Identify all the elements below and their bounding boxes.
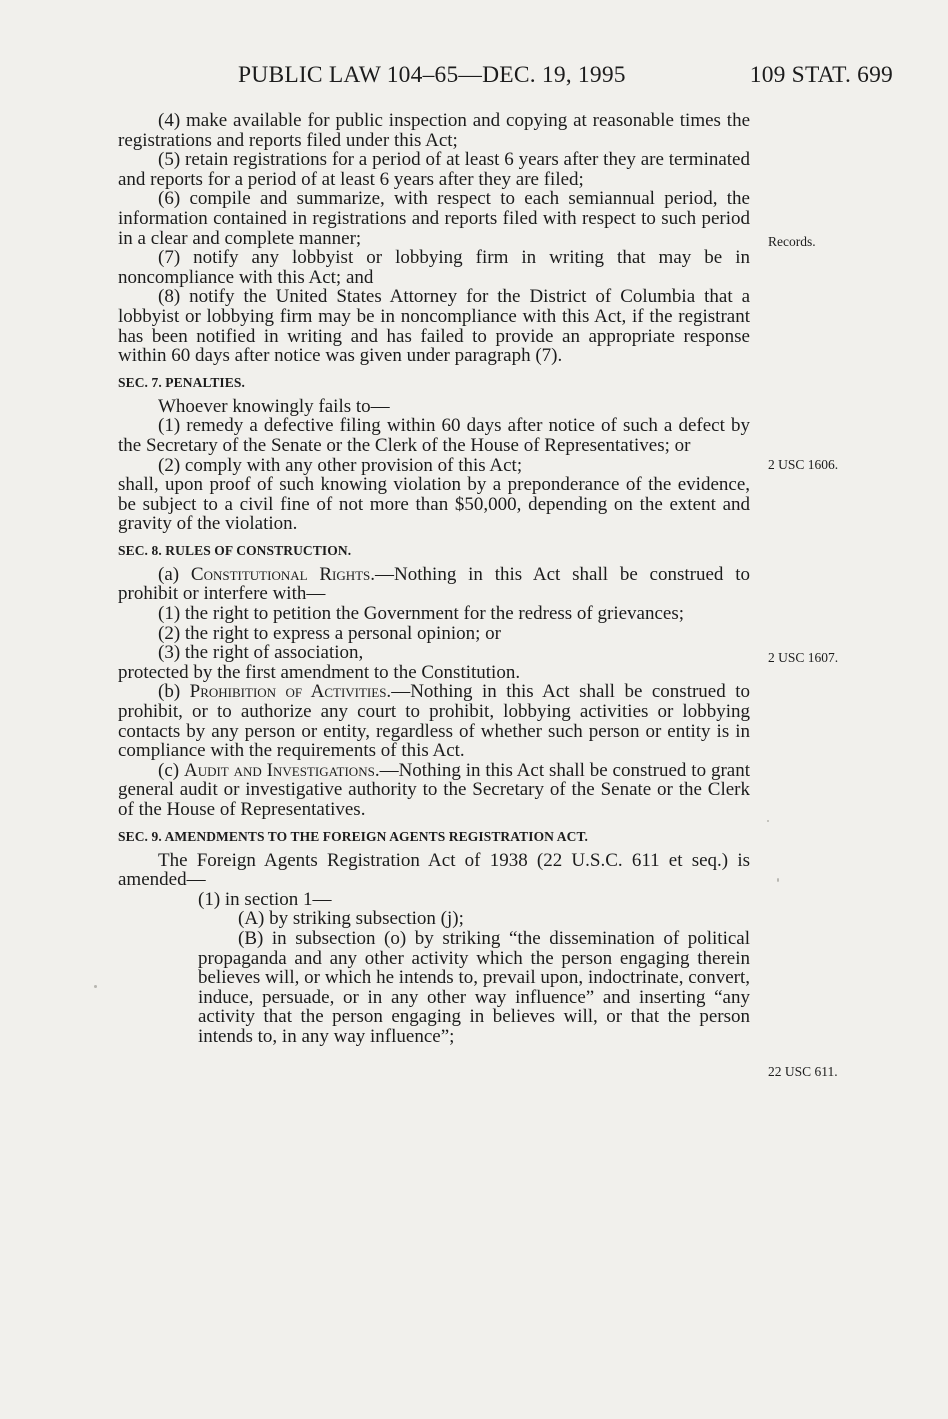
margin-note-records: Records. — [768, 234, 816, 249]
scan-speck — [94, 985, 97, 988]
sec8-a-item-2: (2) the right to express a personal opinion; or — [158, 622, 501, 644]
sec8-a-label: (a) — [158, 563, 191, 585]
margin-note-22usc611: 22 USC 611. — [768, 1064, 838, 1079]
margin-note-2usc1607: 2 USC 1607. — [768, 650, 839, 665]
sec8-a-text: —Nothing in this Act shall be construed to prohibit or interfere with— — [118, 563, 750, 605]
sec8-c-text: —Nothing in this Act shall be construed to grant general audit or investigative authority to the Secretary of the Senate or the Clerk of the House of Representatives. — [118, 759, 750, 820]
sec8-subsection-b — [118, 682, 750, 760]
paragraph-5: (5) retain registrations for a period of at least 6 years after they are terminated and reports for a period of at least 6 years after they are filed; — [118, 149, 750, 190]
header-stat-page: 109 STAT. 699 — [749, 62, 893, 88]
sec8-b-title: Prohibition of Activities. — [189, 681, 392, 703]
paragraph-6: (6) compile and summarize, with respect to each semiannual period, the information contained in registrations and reports filed with respect to such period in a clear and complete manner; — [118, 188, 750, 249]
sec8-a-title: Constitutional Rights. — [190, 563, 376, 585]
paragraph-4: (4) make available for public inspection and copying at reasonable times the registrations and reports filed under this Act; — [118, 110, 750, 151]
sec9-item-A: (A) by striking subsection (j); — [238, 908, 464, 930]
header-law-title: PUBLIC LAW 104–65—DEC. 19, 1995 — [238, 62, 626, 88]
sec8-subsection-c — [118, 761, 750, 820]
sec8-a-closing: protected by the first amendment to the Constitution. — [118, 661, 521, 683]
paragraph-8: (8) notify the United States Attorney for the District of Columbia that a lobbyist or lobbying firm may be in noncompliance with this Act, if the registrant has been notified in writing and has failed to provide an appropriate response within 60 days after notice was given under paragraph (7). — [118, 286, 750, 367]
sec8-c-label: (c) — [158, 759, 184, 781]
sec7-closing: shall, upon proof of such knowing violation by a preponderance of the evidence, be subject to a civil fine of not more than $50,000, depending on the extent and gravity of the violation. — [118, 474, 750, 535]
running-header — [118, 62, 893, 96]
sec7-intro: Whoever knowingly fails to— — [158, 395, 390, 417]
sec7-item-2: (2) comply with any other provision of this Act; — [158, 454, 523, 476]
paragraph-7: (7) notify any lobbyist or lobbying firm in writing that may be in noncompliance with this Act; and — [118, 247, 750, 288]
margin-note-2usc1606: 2 USC 1606. — [768, 457, 839, 472]
sec9-intro: The Foreign Agents Registration Act of 1938 (22 U.S.C. 611 et seq.) is amended— — [118, 849, 750, 891]
body-text — [118, 111, 750, 1047]
scan-speck — [777, 878, 779, 882]
sec8-b-label: (b) — [158, 681, 190, 703]
sec8-subsection-a — [118, 565, 750, 604]
sec8-a-item-1: (1) the right to petition the Government for the redress of grievances; — [158, 603, 685, 625]
sec8-c-title: Audit and Investigations. — [183, 759, 380, 781]
sec8-heading: SEC. 8. RULES OF CONSTRUCTION. — [118, 542, 352, 558]
sec7-heading: SEC. 7. PENALTIES. — [118, 374, 245, 390]
sec8-a-item-3: (3) the right of association, — [158, 642, 364, 664]
sec9-item-1: (1) in section 1— — [198, 888, 332, 910]
scan-speck — [767, 820, 769, 822]
sec9-heading: SEC. 9. AMENDMENTS TO THE FOREIGN AGENTS REGISTRATION ACT. — [118, 828, 589, 844]
sec9-item-B: (B) in subsection (o) by striking “the dissemination of political propaganda and any other activity which the person engaging therein believes will, or which he intends to, prevail upon, indoctrinate, convert, induce, persuade, or in any other way influence” and inserting “any activity that the person engaging in believes will, or that the person intends to, in any way influence”; — [198, 927, 750, 1047]
sec7-item-1: (1) remedy a defective filing within 60 days after notice of such a defect by the Secretary of the Senate or the Clerk of the House of Representatives; or — [118, 415, 750, 456]
sec8-b-text: —Nothing in this Act shall be construed to prohibit, or to authorize any court to prohibit, lobbying activities or lobbying contacts by any person or entity, regardless of whether such person or entity is in compliance with the requirements of this Act. — [118, 681, 751, 762]
